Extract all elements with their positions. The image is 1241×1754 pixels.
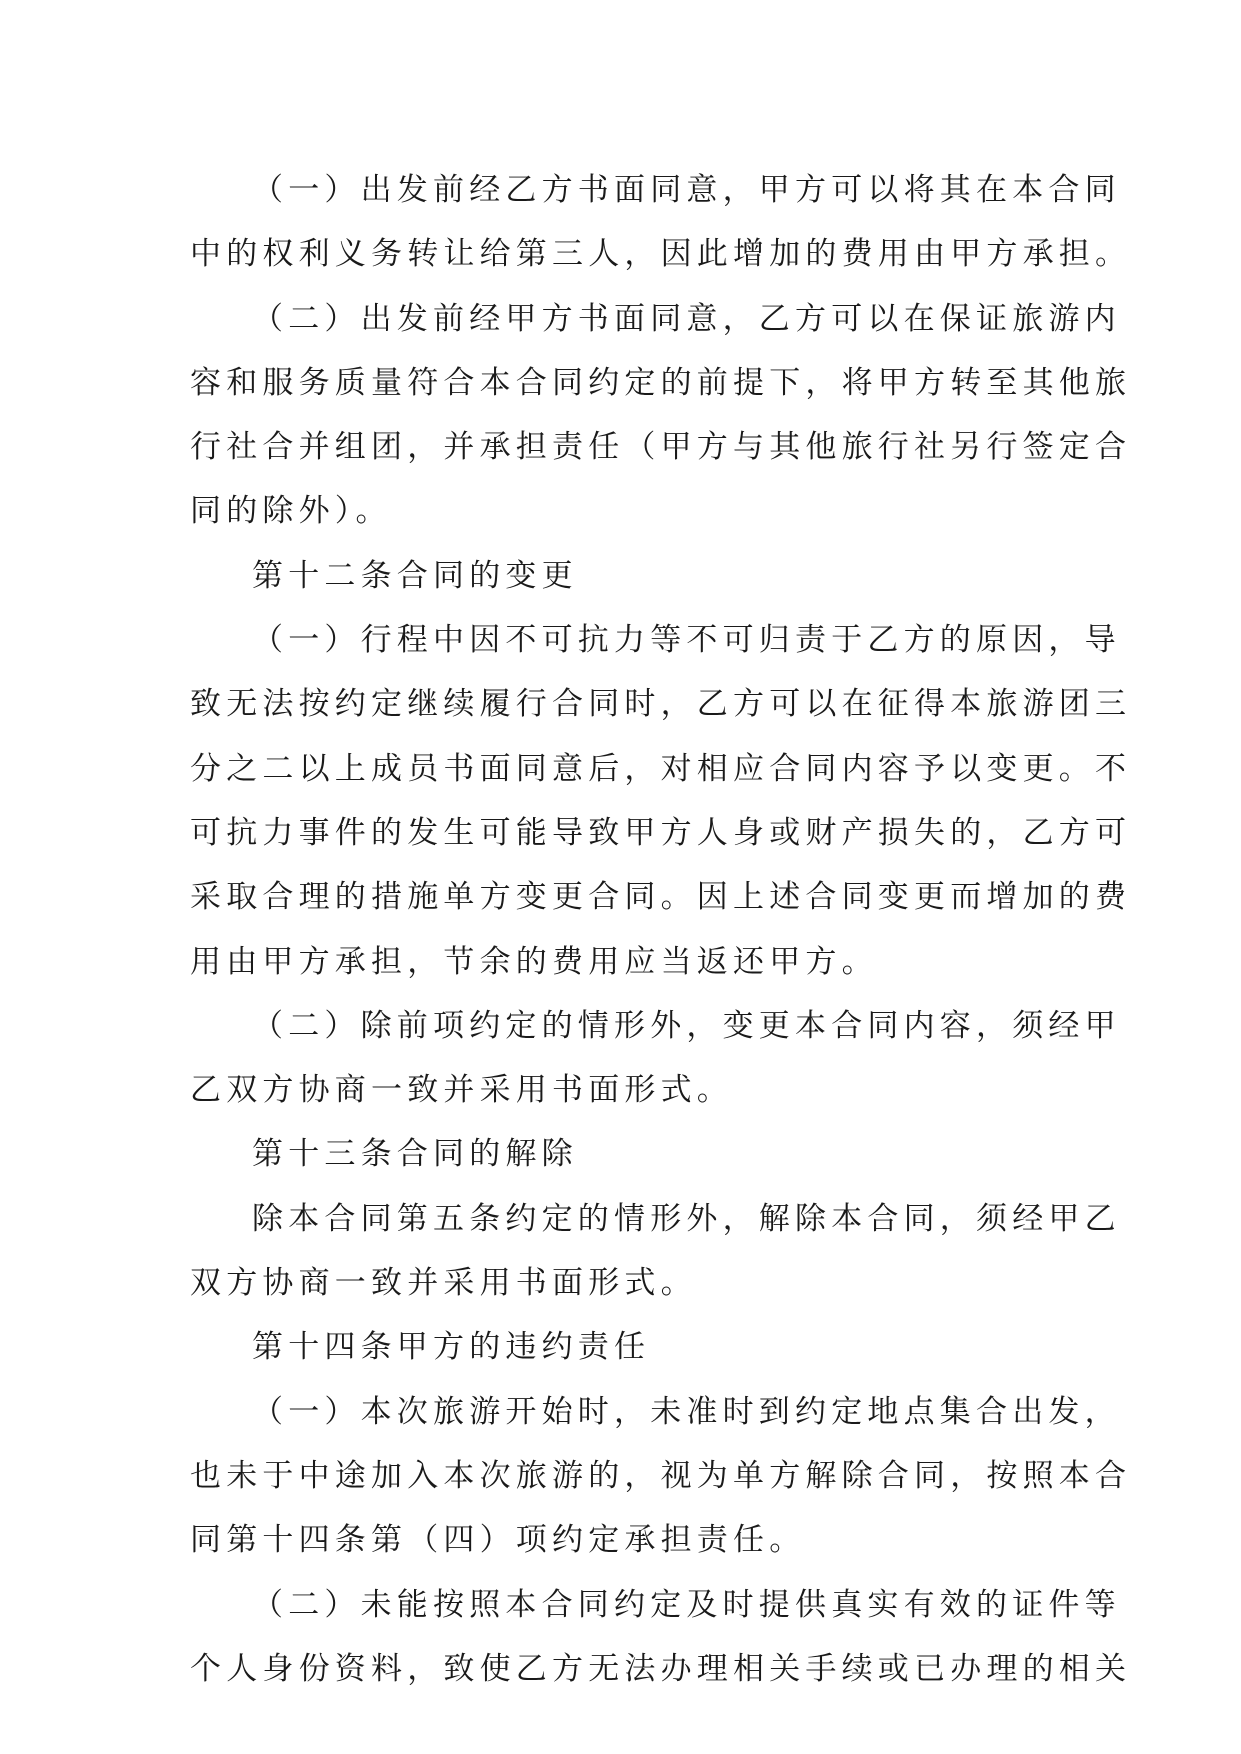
text-line: 个人身份资料，致使乙方无法办理相关手续或已办理的相关: [190, 1650, 1132, 1687]
text-line: 中的权利义务转让给第三人，因此增加的费用由甲方承担。: [190, 236, 1132, 273]
text-line: （一）行程中因不可抗力等不可归责于乙方的原因，导: [252, 622, 1121, 659]
text-line: 双方协商一致并采用书面形式。: [190, 1265, 697, 1302]
text-line: （一）本次旅游开始时，未准时到约定地点集合出发，: [252, 1393, 1121, 1430]
text-line: 除本合同第五条约定的情形外，解除本合同，须经甲乙: [252, 1200, 1121, 1237]
text-line: 第十三条合同的解除: [252, 1136, 578, 1173]
text-line: 第十二条合同的变更: [252, 557, 578, 594]
text-line: 行社合并组团，并承担责任（甲方与其他旅行社另行签定合: [190, 429, 1132, 466]
text-line: 采取合理的措施单方变更合同。因上述合同变更而增加的费: [190, 879, 1132, 916]
text-line: 容和服务质量符合本合同约定的前提下，将甲方转至其他旅: [190, 364, 1132, 401]
text-line: 乙双方协商一致并采用书面形式。: [190, 1072, 733, 1109]
text-line: 也未于中途加入本次旅游的，视为单方解除合同，按照本合: [190, 1457, 1132, 1494]
text-line: 致无法按约定继续履行合同时，乙方可以在征得本旅游团三: [190, 686, 1132, 723]
text-line: 同第十四条第（四）项约定承担责任。: [190, 1522, 806, 1559]
text-line: 分之二以上成员书面同意后，对相应合同内容予以变更。不: [190, 750, 1132, 787]
text-line: 同的除外）。: [190, 493, 392, 530]
text-line: 用由甲方承担，节余的费用应当返还甲方。: [190, 943, 878, 980]
document-page: [190, 158, 1132, 1701]
text-line: 第十四条甲方的违约责任: [252, 1329, 651, 1366]
text-line: （二）未能按照本合同约定及时提供真实有效的证件等: [252, 1586, 1121, 1623]
text-line: （二）出发前经甲方书面同意，乙方可以在保证旅游内: [252, 300, 1121, 337]
text-line: （二）除前项约定的情形外，变更本合同内容，须经甲: [252, 1007, 1121, 1044]
text-line: （一）出发前经乙方书面同意，甲方可以将其在本合同: [252, 172, 1121, 208]
text-line: 可抗力事件的发生可能导致甲方人身或财产损失的，乙方可: [190, 814, 1132, 851]
